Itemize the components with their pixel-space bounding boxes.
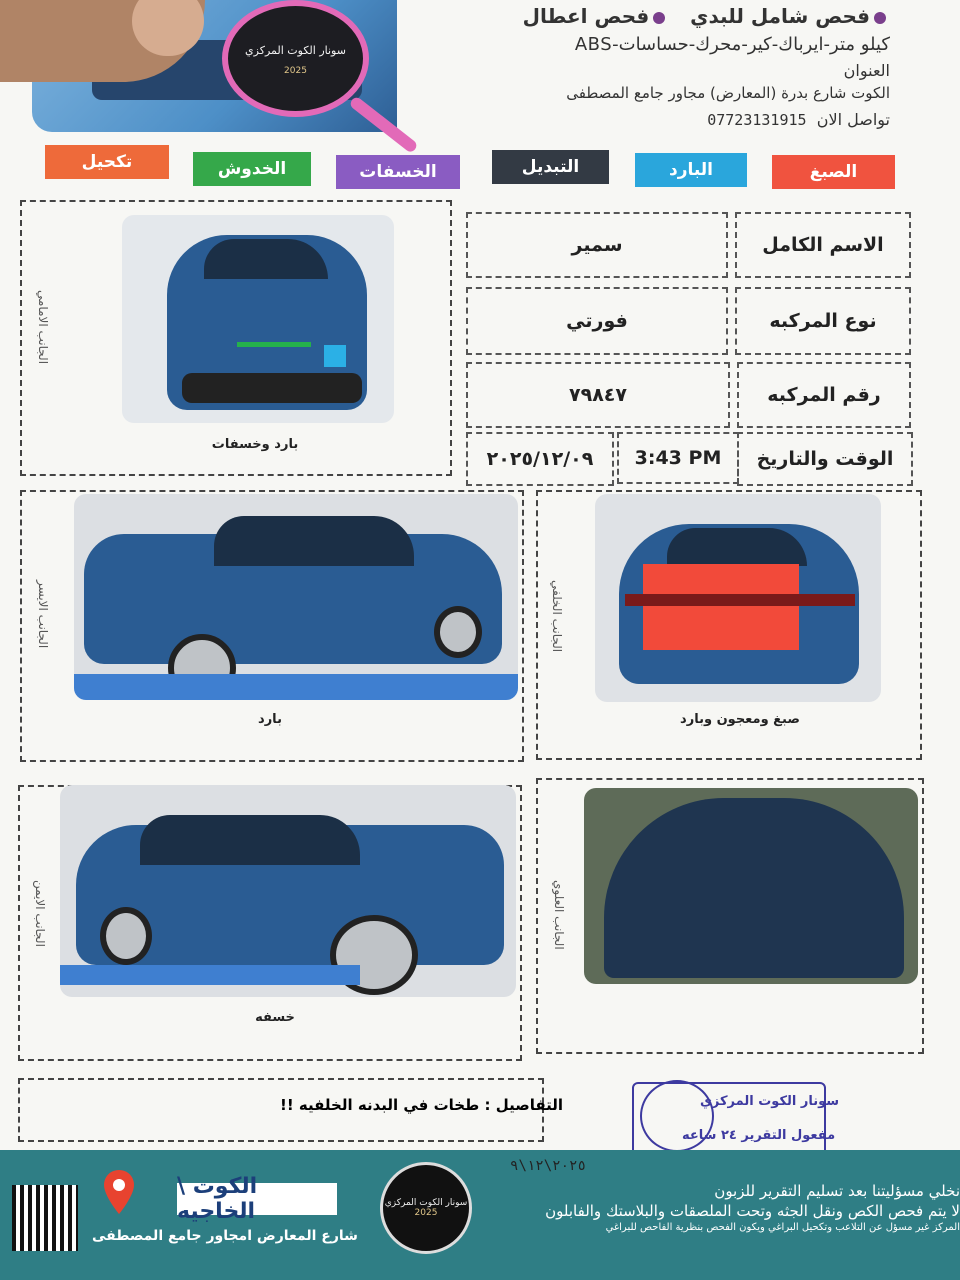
rear-window (667, 528, 807, 566)
bullet-icon (653, 12, 665, 24)
legend-paint: الصبغ (772, 155, 895, 189)
note-3: المركز غير مسؤل عن التلاعب وتكحيل البراغي ويكون الفحص بنظرية الفاحص للبراغي (605, 1222, 960, 1233)
windshield (204, 239, 328, 279)
front-caption: بارد وخسفات (211, 437, 299, 452)
contact-label: تواصل الان (816, 110, 890, 129)
lift-ramp (74, 674, 518, 700)
rear-caption: صبغ ومعجون وبارد (680, 712, 800, 727)
name-label-cell: الاسم الكامل (735, 212, 911, 278)
type-label-cell: نوع المركبه (735, 287, 911, 355)
paint-mark (643, 564, 799, 650)
city-label: الكوت \ الخاجيه (177, 1183, 337, 1215)
service-body: فحص شامل للبدي (690, 4, 870, 28)
side-windows (140, 815, 360, 865)
details-label: التفاصيل : (484, 1096, 564, 1114)
time-cell: 3:43 PM (617, 432, 739, 484)
details-line (280, 1096, 563, 1114)
plate-value-cell: ٧٩٨٤٧ (466, 362, 730, 428)
legend-scratches: الخدوش (193, 152, 311, 186)
front-photo (122, 215, 394, 423)
logo-year: 2025 (284, 66, 307, 76)
rear-wheel (100, 907, 152, 965)
footer-date: ٢٠٢٥\١٢\٩ (510, 1158, 586, 1174)
rear-photo (595, 494, 881, 702)
legend-cold: البارد (635, 153, 747, 187)
street-label: شارع المعارض امجاور جامع المصطفى (92, 1228, 358, 1244)
left-caption: بارد (258, 712, 282, 727)
qr-code (12, 1185, 78, 1251)
front-side-label: الجانب الامامي (36, 290, 50, 365)
plate-label-cell: رقم المركبه (737, 362, 911, 428)
rear-side-label: الجانب الخلفي (550, 580, 564, 653)
service-faults: فحص اعطال (522, 4, 650, 28)
footer-logo: سونار الكوت المركزي 2025 (380, 1162, 472, 1254)
note-1: نخلي مسؤليتنا بعد تسليم التقرير للزبون (714, 1182, 960, 1200)
legend-dents: الخسفات (336, 155, 460, 189)
stamp-line-2: مفعول التقرير ٢٤ ساعه (682, 1128, 836, 1143)
top-photo (584, 788, 918, 984)
roof (604, 798, 904, 978)
right-side-label: الجانب الايمن (33, 880, 47, 947)
stamp-line-1: سونار الكوت المركزي (700, 1094, 840, 1109)
datetime-label-cell: الوقت والتاريخ (737, 432, 913, 486)
checks-list: كيلو متر-ايرباك-كير-محرك-حساسات-ABS (574, 34, 890, 55)
side-windows (214, 516, 414, 566)
footer-notes (480, 1180, 960, 1233)
header-info (370, 0, 890, 129)
location-pin-icon (104, 1170, 134, 1214)
scratch-mark (237, 342, 311, 347)
top-side-label: الجانب العلوي (552, 880, 566, 950)
grille (182, 373, 362, 403)
name-value-cell: سمير (466, 212, 728, 278)
date-cell: ٢٠٢٥/١٢/٠٩ (466, 432, 614, 486)
right-caption: خسفه (255, 1010, 295, 1025)
cold-mark (324, 345, 346, 367)
brand-logo (222, 0, 369, 117)
note-2: لا يتم فحص الكص ونقل الجثه وتحت الملصقات والبلاستك والفابلون (545, 1202, 960, 1220)
lift-ramp (60, 965, 360, 985)
address-text: الكوت شارع بدرة (المعارض) مجاور جامع المصطفى (566, 84, 890, 102)
left-side-label: الجانب الايسر (36, 580, 50, 649)
phone-number: 07723131915 (707, 111, 807, 129)
logo-text: سونار الكوت المركزي (245, 44, 346, 57)
legend-replace: التبديل (492, 150, 609, 184)
right-side-photo (60, 785, 516, 997)
bullet-icon (874, 12, 886, 24)
rear-wheel (434, 606, 482, 658)
address-label: العنوان (843, 61, 890, 80)
type-value-cell: فورتي (466, 287, 728, 355)
left-side-photo (74, 494, 518, 700)
tail-lights (625, 594, 855, 606)
details-text: طخات في البدنه الخلفيه !! (280, 1096, 480, 1114)
legend-caulk: تكحيل (45, 145, 169, 179)
